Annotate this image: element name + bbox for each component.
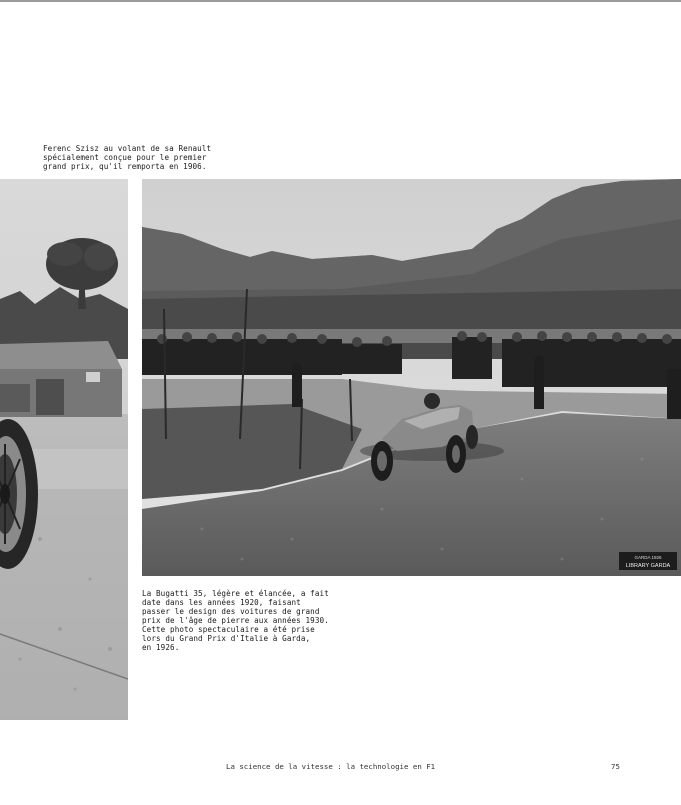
svg-text:GARDA 1926: GARDA 1926 <box>634 555 662 560</box>
top-rule <box>0 0 681 2</box>
photo-renault-szisz <box>0 179 128 720</box>
caption-bugatti-photo: La Bugatti 35, légère et élancée, a fait date dans les années 1920, faisant passer le design des voitures de grand prix de l'âge de pierre aux années 1930. Cette photo spectaculaire a été prise lors du Grand Prix d'Italie à Garda, en 1926. <box>142 589 329 652</box>
caption-renault-photo: Ferenc Szisz au volant de sa Renault spécialement conçue pour le premier grand prix, qu'il remporta en 1906. <box>43 144 212 171</box>
running-footer-title: La science de la vitesse : la technologie en F1 <box>226 762 436 771</box>
page-number: 75 <box>611 762 620 771</box>
photo-credit-label: LIBRARY GARDA <box>625 563 671 569</box>
photo-bugatti-garda <box>142 179 681 576</box>
